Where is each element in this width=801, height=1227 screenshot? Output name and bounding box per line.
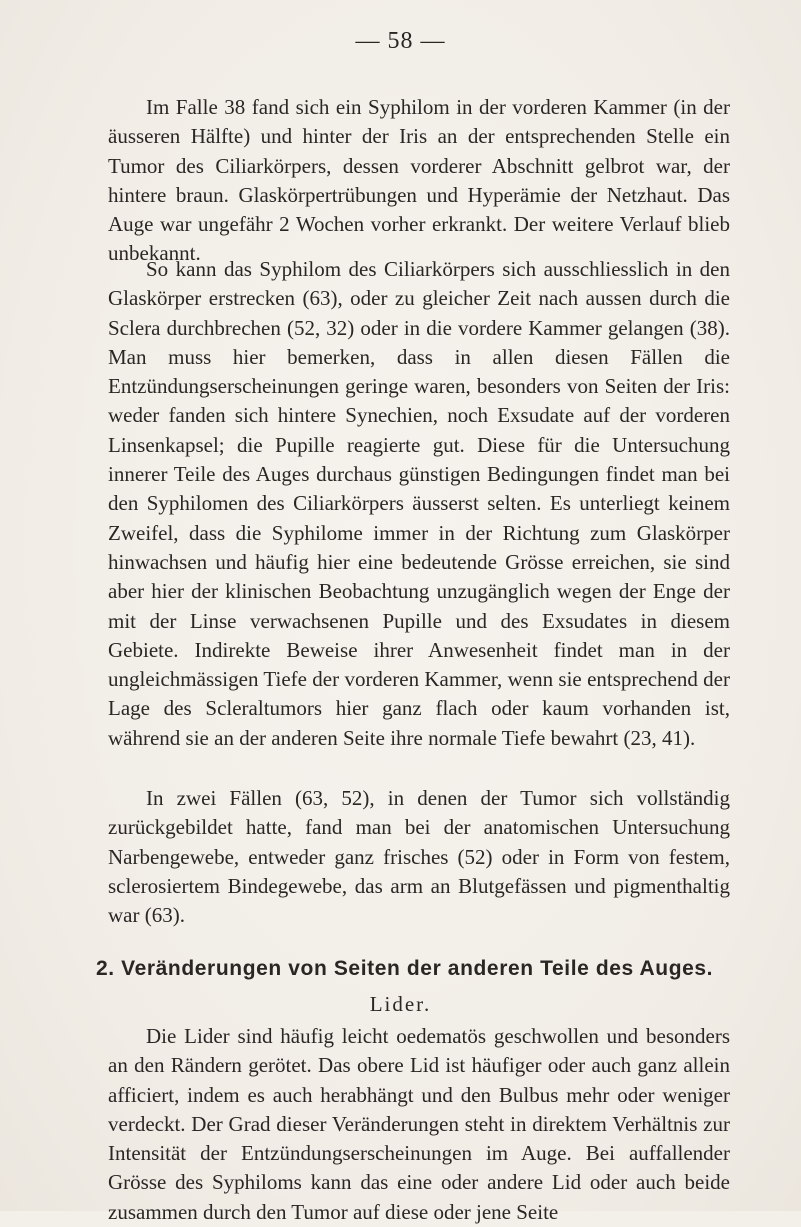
page-number: — 58 — (355, 28, 446, 54)
paragraph-text: Die Lider sind häufig leicht oedematös geschwollen und besonders an den Rändern gerötet. Das obere Lid ist häufiger oder auch ganz allein afficiert, indem es auch herabhängt und den Bulbus mehr oder weniger verdeckt. Der Grad dieser Veränderungen steht in direktem Verhältnis zur Intensität der Entzündungserscheinungen im Auge. Bei auffallender Grösse des Syphiloms kann das eine oder andere Lid oder auch beide zusammen durch den Tumor auf diese oder jene Seite (108, 1024, 730, 1224)
paragraph-text: Im Falle 38 fand sich ein Syphilom in der vorderen Kammer (in der äusseren Hälfte) und hinter der Iris an der entsprechenden Stelle ein Tumor des Ciliarkörpers, dessen vorderer Abschnitt gelbrot war, der hintere braun. Glaskörpertrübungen und Hyperämie der Netzhaut. Das Auge war ungefähr 2 Wochen vorher erkrankt. Der weitere Verlauf blieb unbekannt. (108, 95, 730, 266)
section-heading: 2. Veränderungen von Seiten der anderen Teile des Auges. (96, 957, 714, 980)
paragraph-text: So kann das Syphilom des Ciliarkörpers sich ausschliesslich in den Glaskörper erstrecken (63), oder zu gleicher Zeit nach aussen durch die Sclera durchbrechen (52, 32) oder in die vordere Kammer gelangen (38). Man muss hier bemerken, dass in allen diesen Fällen die Entzündungserscheinungen geringe waren, besonders von Seiten der Iris: weder fanden sich hintere Synechien, noch Exsudate auf der vorderen Linsenkapsel; die Pupille reagierte gut. Diese für die Untersuchung innerer Teile des Auges durchaus günstigen Bedingungen findet man bei den Syphilomen des Ciliarkörpers äusserst selten. Es unterliegt keinem Zweifel, dass die Syphilome immer in der Richtung zum Glaskörper hinwachsen und häufig hier eine bedeutende Grösse erreichen, sie sind aber hier der klinischen Beobachtung unzugänglich wegen der Enge der mit der Linse verwachsenen Pupille und des Exsudates in diesem Gebiete. Indirekte Beweise ihrer Anwesenheit findet man in der ungleichmässigen Tiefe der vorderen Kammer, wenn sie entsprechend der Lage des Scleraltumors hier ganz flach oder kaum vorhanden ist, während sie an der anderen Seite ihre normale Tiefe bewahrt (23, 41). (108, 257, 730, 750)
paragraph-lider (108, 1022, 730, 1227)
paragraph-case-38 (108, 93, 730, 269)
paragraph-regression (108, 784, 730, 930)
paragraph-text: In zwei Fällen (63, 52), in denen der Tumor sich vollständig zurückgebildet hatte, fand man bei der anatomischen Untersuchung Narbengewebe, entweder ganz frisches (52) oder in Form von festem, sclerosiertem Bindegewebe, das arm an Blutgefässen und pigmenthaltig war (63). (108, 786, 730, 928)
subheading-lider: Lider. (369, 992, 432, 1016)
paragraph-syphilom-spread (108, 255, 730, 753)
